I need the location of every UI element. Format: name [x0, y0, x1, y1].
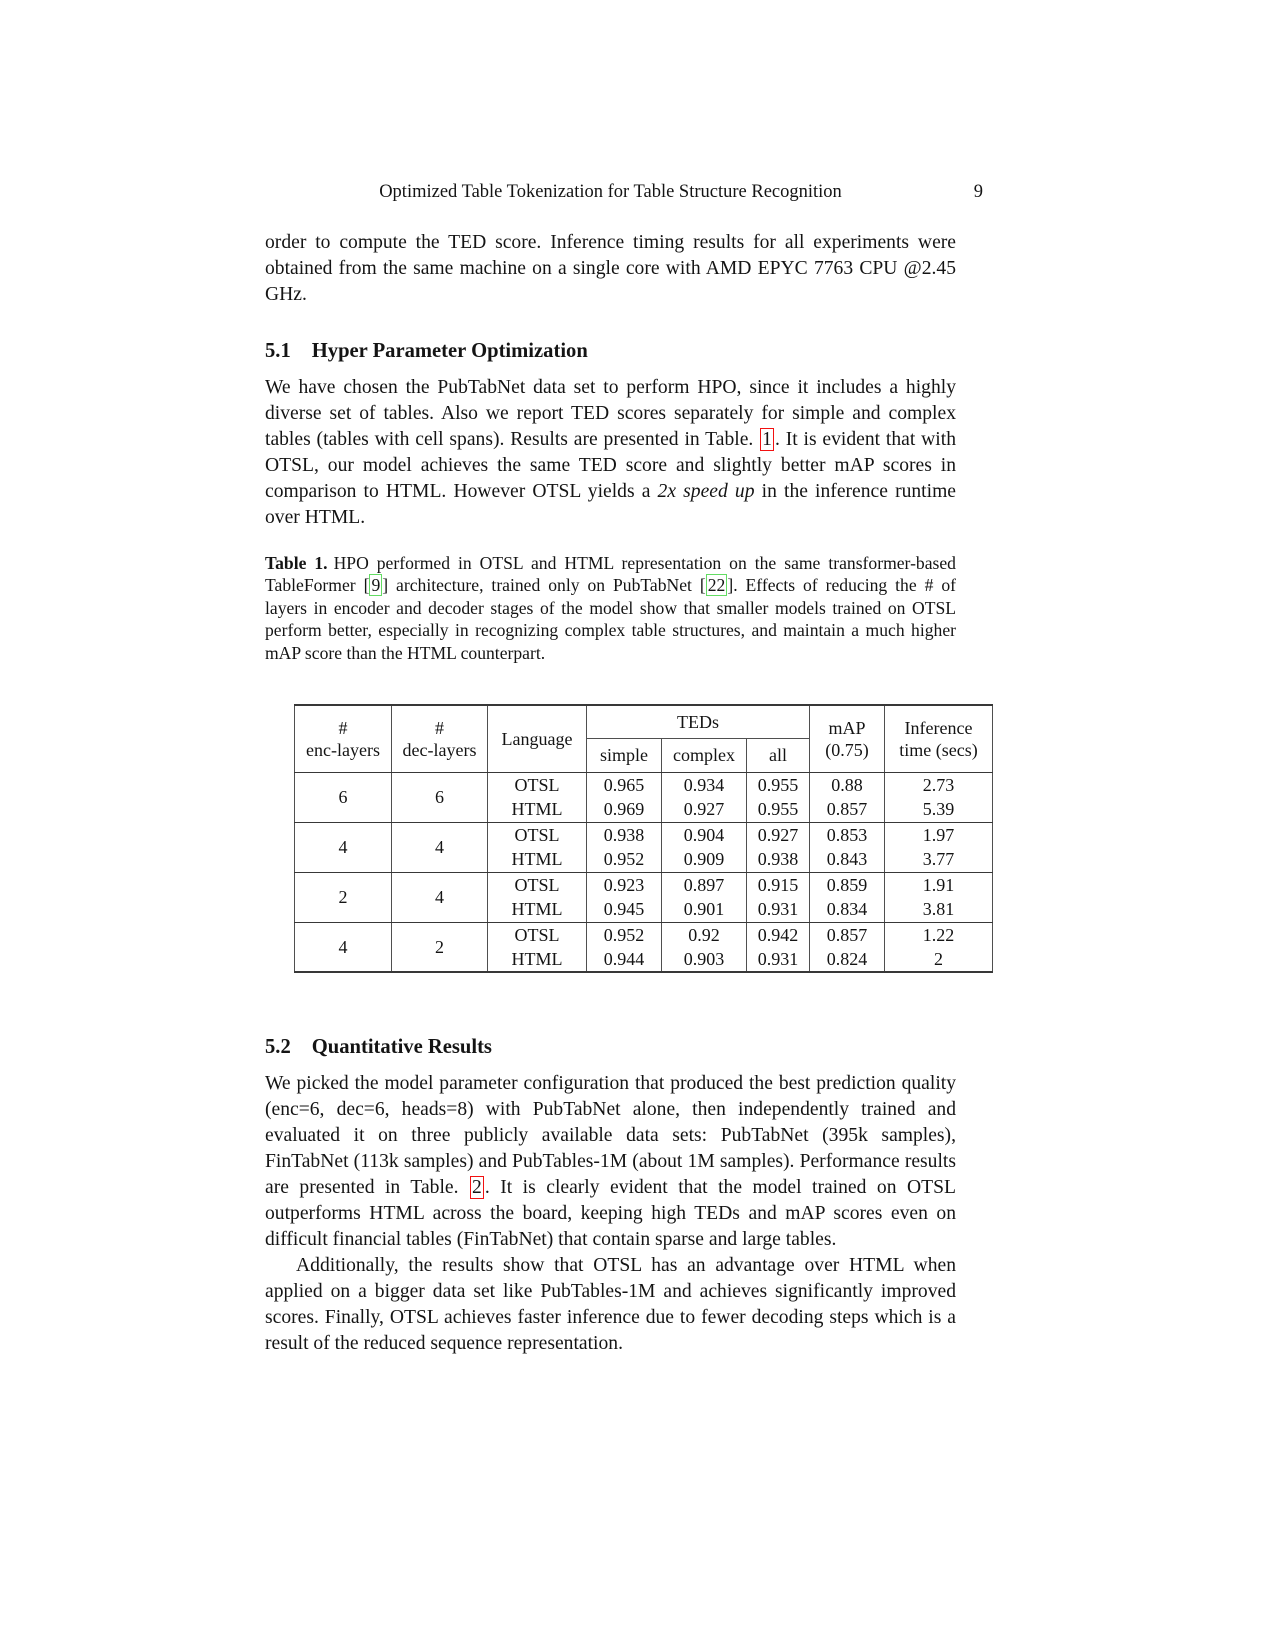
emphasized-text: 2x speed up: [657, 481, 755, 502]
cell-all: 0.938: [747, 847, 810, 872]
header-complex: complex: [662, 738, 747, 772]
citation-9-link[interactable]: 9: [371, 575, 381, 596]
table2-ref-link[interactable]: 2: [472, 1177, 482, 1199]
cell-language: OTSL: [488, 872, 587, 897]
cell-map: 0.88: [810, 772, 885, 797]
cell-inference: 1.22: [885, 922, 993, 947]
cell-all: 0.927: [747, 822, 810, 847]
cell-map: 0.857: [810, 797, 885, 822]
cell-complex: 0.927: [662, 797, 747, 822]
text-run: . It is evident that with OTSL, our model achieves the same TED score and slightly better mAP scores in comparison to HTML. However OTSL yields a: [265, 429, 956, 502]
text-run: ] architecture, trained only on PubTabNet [: [382, 575, 706, 596]
table1-wrapper: [294, 704, 978, 973]
cell-all: 0.955: [747, 797, 810, 822]
cell-all: 0.955: [747, 772, 810, 797]
cell-simple: 0.944: [587, 947, 662, 972]
cell-map: 0.824: [810, 947, 885, 972]
header-inference: Inference time (secs): [885, 705, 993, 772]
cell-inference: 3.77: [885, 847, 993, 872]
section-5-1-paragraph: [265, 375, 956, 531]
cell-inference: 3.81: [885, 897, 993, 922]
cell-enc: 2: [295, 872, 392, 922]
cell-complex: 0.909: [662, 847, 747, 872]
cell-language: HTML: [488, 947, 587, 972]
cell-complex: 0.92: [662, 922, 747, 947]
cell-language: OTSL: [488, 772, 587, 797]
cell-simple: 0.969: [587, 797, 662, 822]
header-all: all: [747, 738, 810, 772]
cell-enc: 6: [295, 772, 392, 822]
cell-all: 0.915: [747, 872, 810, 897]
cell-map: 0.859: [810, 872, 885, 897]
running-head-title: Optimized Table Tokenization for Table Structure Recognition: [379, 182, 842, 202]
header-map: mAP (0.75): [810, 705, 885, 772]
cell-all: 0.931: [747, 947, 810, 972]
cell-inference: 5.39: [885, 797, 993, 822]
cell-dec: 2: [392, 922, 488, 972]
cell-inference: 1.97: [885, 822, 993, 847]
results-table: [294, 704, 993, 973]
cell-inference: 2: [885, 947, 993, 972]
cell-inference: 2.73: [885, 772, 993, 797]
cell-dec: 6: [392, 772, 488, 822]
table-header-row: [295, 705, 993, 738]
header-enc-layers: # enc-layers: [295, 705, 392, 772]
cell-simple: 0.923: [587, 872, 662, 897]
page-number: 9: [973, 182, 983, 202]
cell-simple: 0.965: [587, 772, 662, 797]
intro-paragraph: order to compute the TED score. Inference timing results for all experiments were obtained from the same machine on a single core with AMD EPYC 7763 CPU @2.45 GHz.: [265, 232, 956, 305]
cell-map: 0.853: [810, 822, 885, 847]
text-run: ]. Effects of reducing the # of layers in encoder and decoder stages of the model show that smaller models trained on OTSL perform better, especially in recognizing complex table structures, and maintain a much higher mAP score than the HTML counterpart.: [265, 575, 956, 663]
section-5-2-paragraph-2: Additionally, the results show that OTSL has an advantage over HTML when applied on a bigger data set like PubTables-1M and achieves significantly improved scores. Finally, OTSL achieves faster inference due to fewer decoding steps which is a result of the reduced sequence representation.: [265, 1255, 956, 1355]
section-5-2-paragraph-1: [265, 1071, 956, 1253]
cell-language: HTML: [488, 847, 587, 872]
table-row: [295, 922, 993, 947]
cell-map: 0.834: [810, 897, 885, 922]
cell-complex: 0.897: [662, 872, 747, 897]
text-run: in the inference runtime over HTML.: [265, 481, 957, 528]
cell-simple: 0.945: [587, 897, 662, 922]
section-number: 5.1: [265, 340, 291, 362]
cell-language: HTML: [488, 897, 587, 922]
cell-enc: 4: [295, 822, 392, 872]
cell-all: 0.931: [747, 897, 810, 922]
cell-dec: 4: [392, 822, 488, 872]
cell-simple: 0.952: [587, 847, 662, 872]
cell-complex: 0.934: [662, 772, 747, 797]
text-run: We have chosen the PubTabNet data set to perform HPO, since it includes a highly diverse set of tables. Also we report TED scores separately for simple and complex tables (tables with cell spans). Results are presented in Table.: [265, 377, 956, 450]
table-row: [295, 872, 993, 897]
text-run: . It is clearly evident that the model trained on OTSL outperforms HTML across the board, keeping high TEDs and mAP scores even on difficult financial tables (FinTabNet) that contain sparse and large tables.: [265, 1177, 956, 1251]
cell-inference: 1.91: [885, 872, 993, 897]
cell-complex: 0.904: [662, 822, 747, 847]
citation-22-link[interactable]: 22: [707, 575, 726, 596]
cell-language: OTSL: [488, 822, 587, 847]
header-simple: simple: [587, 738, 662, 772]
section-number: 5.2: [265, 1036, 291, 1059]
cell-simple: 0.952: [587, 922, 662, 947]
cell-language: OTSL: [488, 922, 587, 947]
cell-language: HTML: [488, 797, 587, 822]
table1-caption: [265, 552, 956, 664]
section-5-2-heading: [265, 1035, 956, 1059]
header-language: Language: [488, 705, 587, 772]
text-run: HPO performed in OTSL and HTML representation on the same transformer-based TableFormer [: [265, 553, 956, 596]
cell-complex: 0.901: [662, 897, 747, 922]
cell-complex: 0.903: [662, 947, 747, 972]
header-dec-layers: # dec-layers: [392, 705, 488, 772]
section-title: Quantitative Results: [311, 1036, 492, 1059]
cell-dec: 4: [392, 872, 488, 922]
header-teds: TEDs: [587, 705, 810, 738]
section-5-1-heading: [265, 339, 956, 363]
table-row: [295, 772, 993, 797]
cell-simple: 0.938: [587, 822, 662, 847]
table1-caption-label: Table 1.: [265, 553, 328, 573]
cell-map: 0.843: [810, 847, 885, 872]
text-run: We picked the model parameter configuration that produced the best prediction quality (enc=6, dec=6, heads=8) with PubTabNet alone, then independently trained and evaluated it on three publicly available data sets: PubTabNet (395k samples), FinTabNet (113k samples) and PubTables-1M (about 1M samples). Performance results are presented in Table.: [265, 1073, 956, 1199]
text-column: [265, 181, 983, 1357]
table-row: [295, 822, 993, 847]
cell-all: 0.942: [747, 922, 810, 947]
table1-ref-link[interactable]: 1: [762, 429, 772, 450]
section-title: Hyper Parameter Optimization: [311, 340, 588, 362]
cell-map: 0.857: [810, 922, 885, 947]
cell-enc: 4: [295, 922, 392, 972]
running-head: [265, 181, 983, 203]
